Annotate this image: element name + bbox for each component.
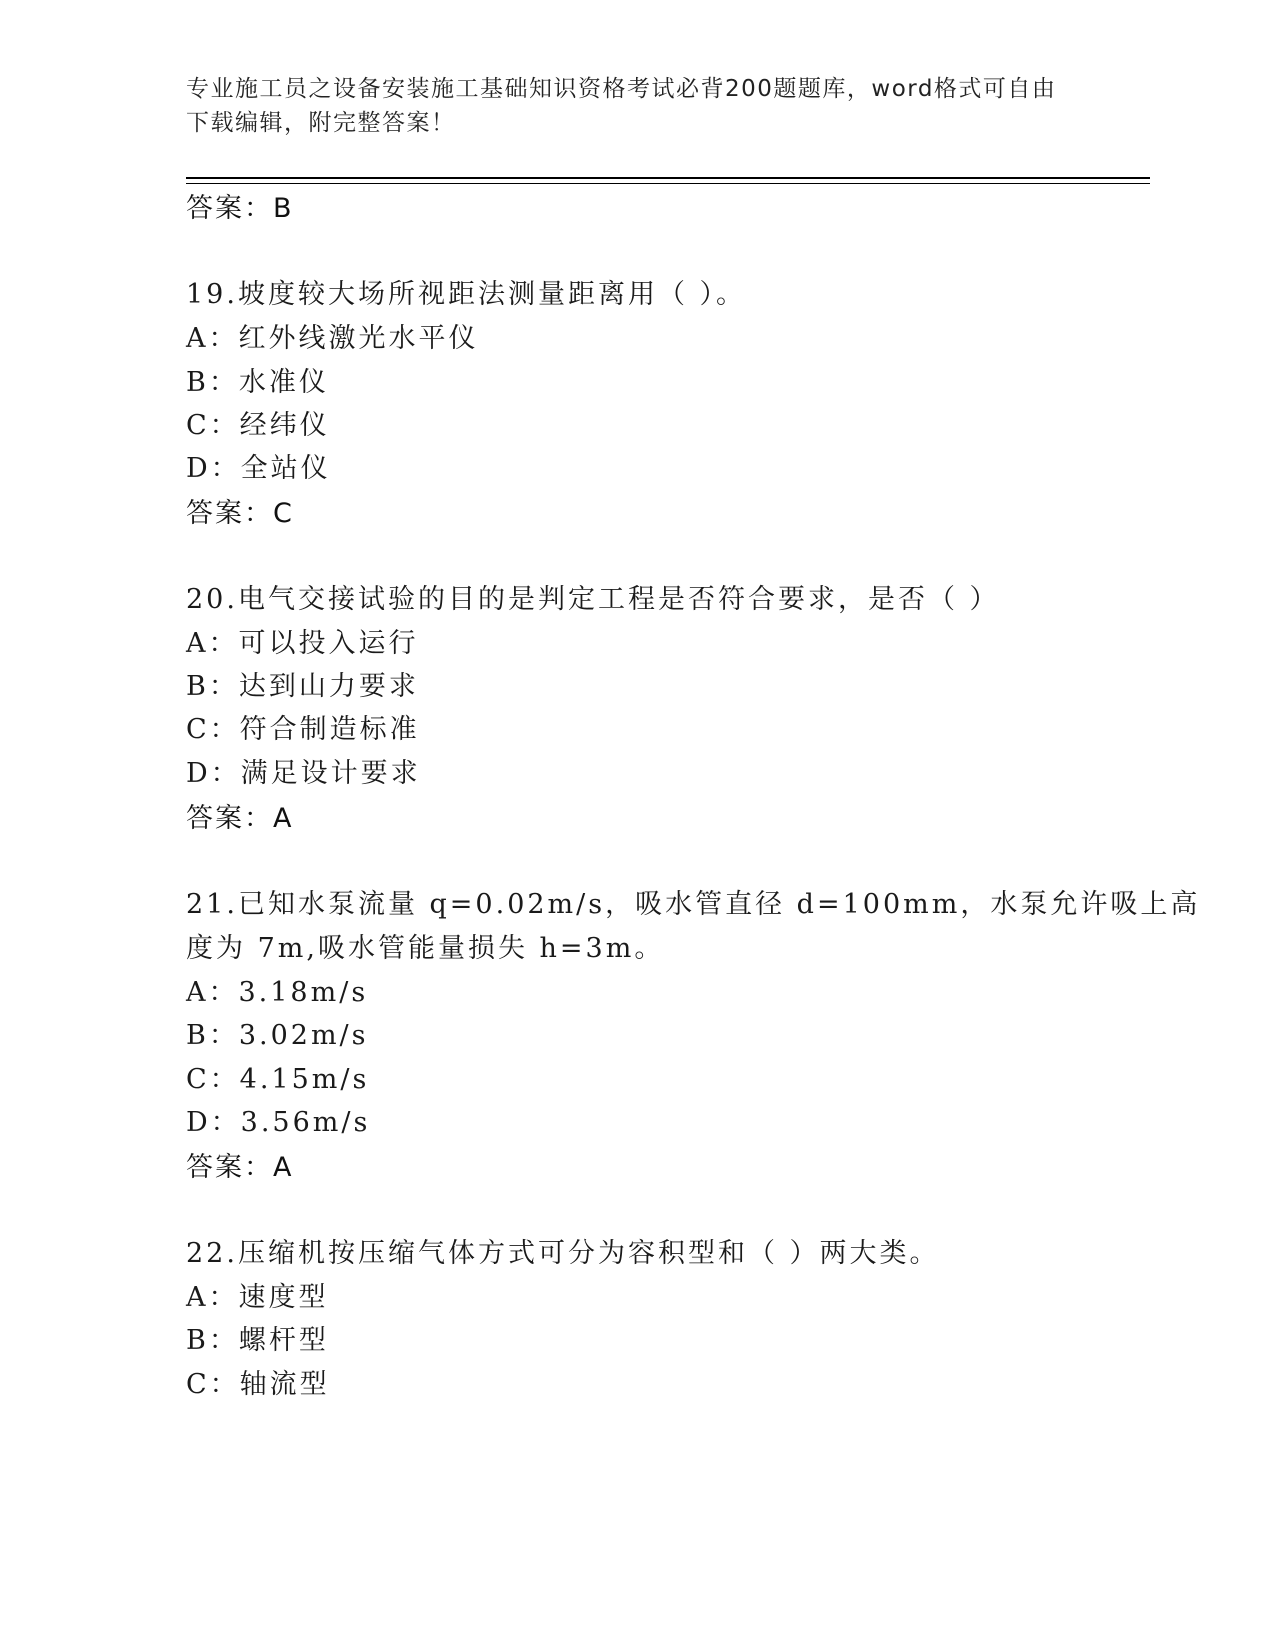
header-divider-thick <box>186 177 1150 179</box>
previous-answer: 答案：B <box>186 193 294 224</box>
question-19-option-d: D：全站仪 <box>186 453 331 484</box>
header-line-2: 下载编辑，附完整答案！ <box>186 110 456 136</box>
question-20-option-d: D：满足设计要求 <box>186 758 421 789</box>
question-21-option-c: C：4.15m/s <box>186 1064 370 1095</box>
question-22-option-a: A：速度型 <box>186 1282 329 1313</box>
question-19-stem: 19.坡度较大场所视距法测量距离用（ ）。 <box>186 279 747 310</box>
header-divider-thin <box>186 183 1150 184</box>
question-21-stem-line-2: 度为 7m,吸水管能量损失 h=3m。 <box>186 933 665 964</box>
question-19-option-a: A：红外线激光水平仪 <box>186 323 479 354</box>
question-21-option-d: D：3.56m/s <box>186 1107 371 1138</box>
question-20-answer: 答案：A <box>186 803 294 834</box>
question-20-option-b: B：达到山力要求 <box>186 671 419 702</box>
question-20-option-a: A：可以投入运行 <box>186 628 419 659</box>
question-21-stem-line-1: 21.已知水泵流量 q=0.02m/s，吸水管直径 d=100mm，水泵允许吸上高 <box>186 889 1201 920</box>
question-22-option-c: C：轴流型 <box>186 1369 330 1400</box>
question-22-option-b: B：螺杆型 <box>186 1325 329 1356</box>
question-19-option-b: B：水准仪 <box>186 367 329 398</box>
header-line-1: 专业施工员之设备安装施工基础知识资格考试必背200题题库，word格式可自由 <box>186 76 1057 102</box>
question-21-option-a: A：3.18m/s <box>186 977 369 1008</box>
question-22-stem: 22.压缩机按压缩气体方式可分为容积型和（ ）两大类。 <box>186 1238 940 1269</box>
question-21-answer: 答案：A <box>186 1152 294 1183</box>
question-19-option-c: C：经纬仪 <box>186 410 330 441</box>
question-21-option-b: B：3.02m/s <box>186 1020 369 1051</box>
document-header <box>186 72 1066 140</box>
question-20-option-c: C：符合制造标准 <box>186 714 420 745</box>
question-19-answer: 答案：C <box>186 498 294 529</box>
question-20-stem: 20.电气交接试验的目的是判定工程是否符合要求，是否（ ） <box>186 584 1000 615</box>
